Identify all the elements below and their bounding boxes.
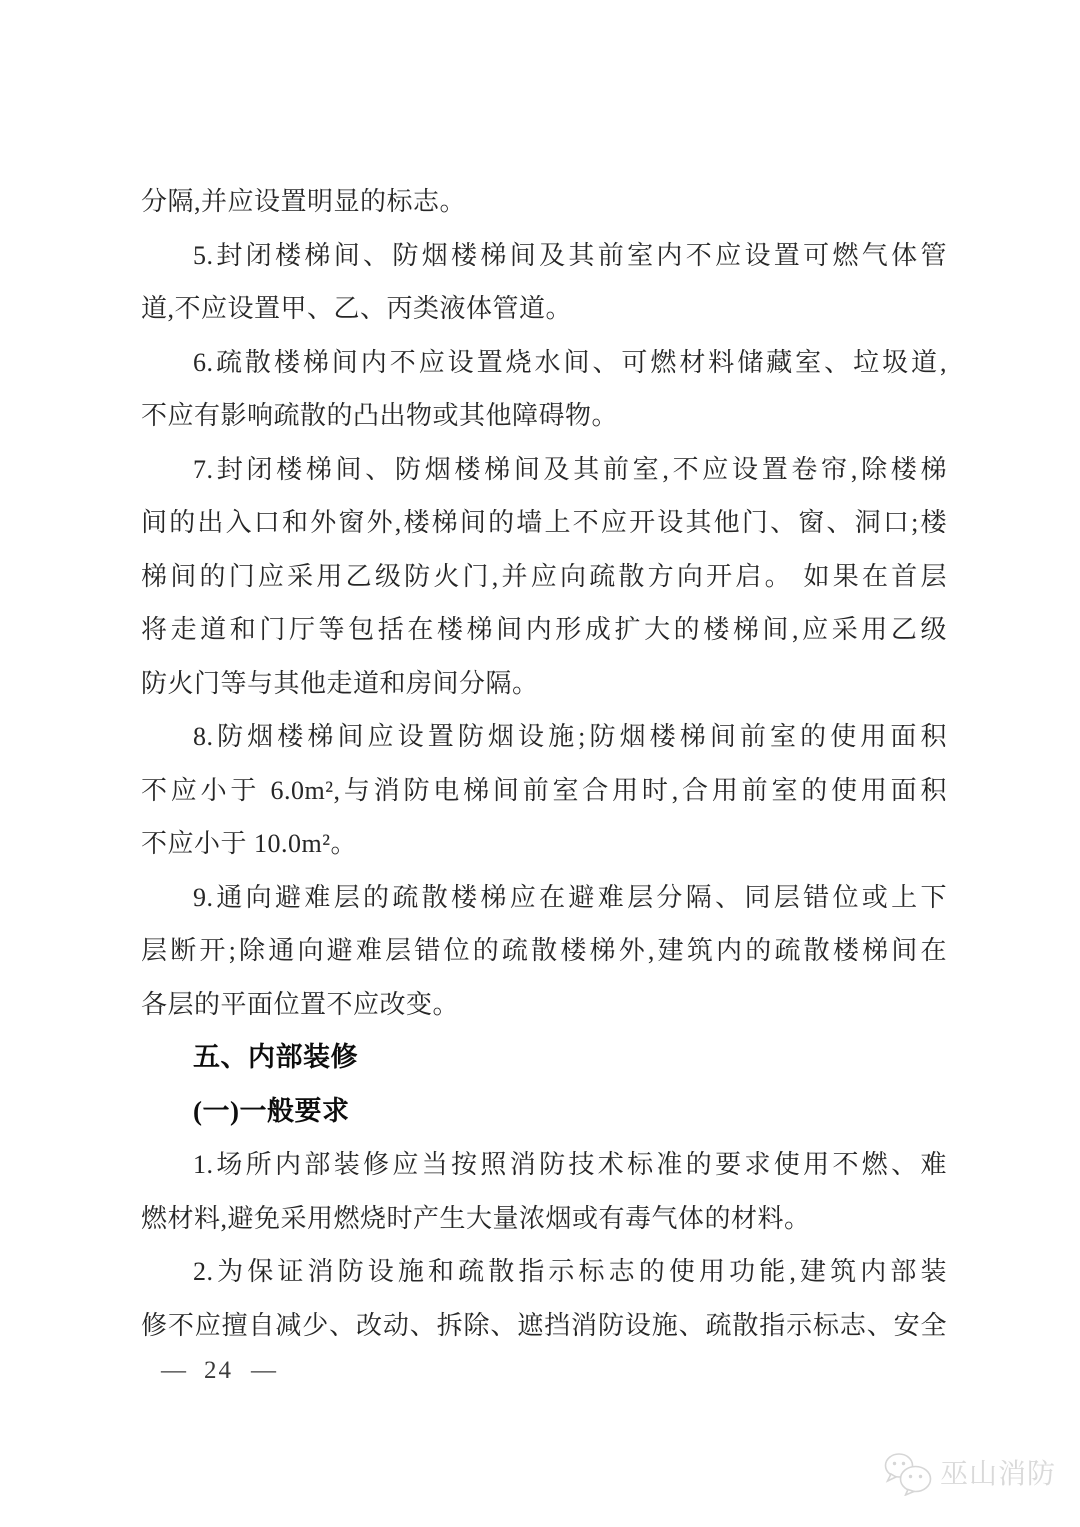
watermark-label: 巫山消防 bbox=[940, 1458, 1057, 1489]
text-line: 7.封闭楼梯间、防烟楼梯间及其前室,不应设置卷帘,除楼梯 bbox=[193, 454, 947, 484]
text-line: 9.通向避难层的疏散楼梯应在避难层分隔、同层错位或上下 bbox=[193, 882, 947, 912]
text-line: 不应小于 10.0m²。 bbox=[141, 829, 358, 858]
footer-dash-right: — bbox=[251, 1357, 276, 1384]
text-line: 修不应擅自减少、改动、拆除、遮挡消防设施、疏散指示标志、安全 bbox=[141, 1310, 947, 1340]
text-line: 6.疏散楼梯间内不应设置烧水间、可燃材料储藏室、垃圾道, bbox=[193, 347, 947, 377]
text-line: 燃材料,避免采用燃烧时产生大量浓烟或有毒气体的材料。 bbox=[141, 1203, 811, 1233]
text-line: 各层的平面位置不应改变。 bbox=[141, 989, 460, 1019]
watermark bbox=[882, 1452, 1056, 1496]
text-line: 分隔,并应设置明显的标志。 bbox=[141, 187, 467, 216]
text-line: 道,不应设置甲、乙、丙类液体管道。 bbox=[141, 294, 573, 323]
text-line: 2.为保证消防设施和疏散指示标志的使用功能,建筑内部装 bbox=[193, 1257, 947, 1286]
page-number: 24 bbox=[204, 1357, 233, 1384]
section-heading: 五、内部装修 bbox=[193, 1042, 358, 1072]
text-line: 1.场所内部装修应当按照消防技术标准的要求使用不燃、难 bbox=[193, 1150, 947, 1179]
wechat-chat-bubbles-icon bbox=[882, 1452, 934, 1496]
text-line: 间的出入口和外窗外,楼梯间的墙上不应开设其他门、窗、洞口;楼 bbox=[141, 508, 947, 537]
text-line: 5.封闭楼梯间、防烟楼梯间及其前室内不应设置可燃气体管 bbox=[193, 240, 947, 270]
text-line: 梯间的门应采用乙级防火门,并应向疏散方向开启。 如果在首层 bbox=[141, 561, 947, 591]
text-line: 不应有影响疏散的凸出物或其他障碍物。 bbox=[141, 401, 619, 430]
text-line: 不应小于 6.0m²,与消防电梯间前室合用时,合用前室的使用面积 bbox=[141, 775, 947, 805]
subsection-heading: (一)一般要求 bbox=[193, 1095, 350, 1126]
document-body bbox=[141, 175, 947, 1352]
text-line: 将走道和门厅等包括在楼梯间内形成扩大的楼梯间,应采用乙级 bbox=[141, 615, 947, 644]
text-line: 层断开;除通向避难层错位的疏散楼梯外,建筑内的疏散楼梯间在 bbox=[141, 936, 947, 965]
footer-dash-left: — bbox=[161, 1357, 186, 1384]
text-line: 8.防烟楼梯间应设置防烟设施;防烟楼梯间前室的使用面积 bbox=[193, 722, 947, 751]
text-line: 防火门等与其他走道和房间分隔。 bbox=[141, 668, 539, 698]
page-footer bbox=[161, 1351, 276, 1391]
